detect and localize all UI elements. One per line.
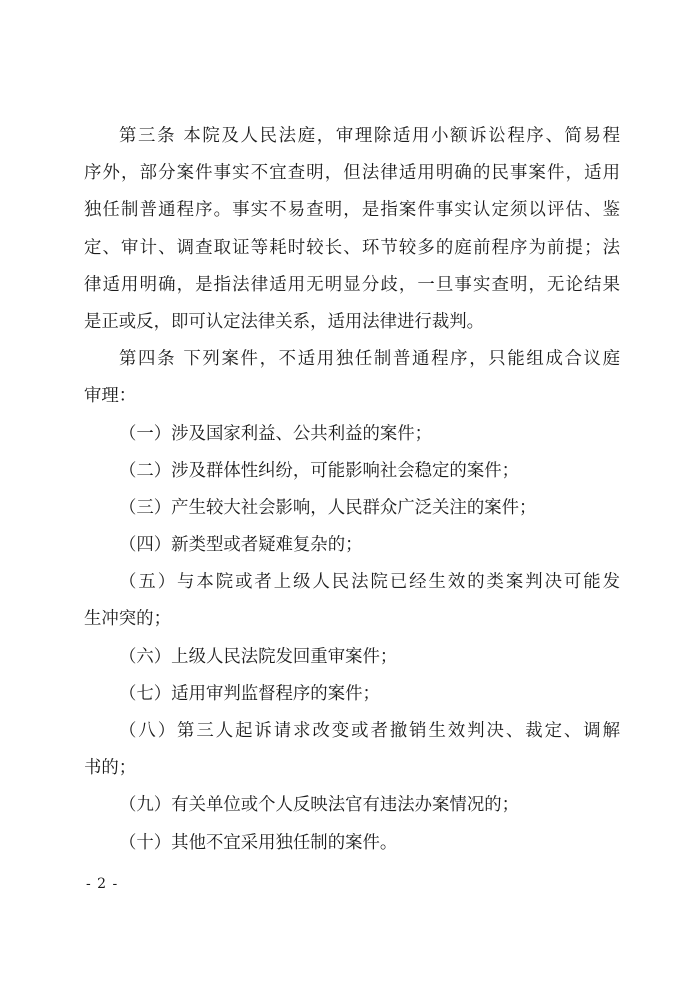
- article-4-item-8-continued: 书的；: [84, 758, 137, 779]
- article-4-item-5-continued: 生冲突的；: [84, 609, 171, 630]
- article-4-item-9: （九）有关单位或个人反映法官有违法办案情况的；: [119, 795, 519, 816]
- article-4-item-3: （三）产生较大社会影响，人民群众广泛关注的案件；: [119, 497, 537, 518]
- article-3-line-2: 序外，部分案件事实不宜查明，但法律适用明确的民事案件，适用: [84, 163, 620, 184]
- article-4-line-2: 审理：: [84, 386, 137, 407]
- article-3-line-6: 是正或反，即可认定法律关系，适用法律进行裁判。: [84, 311, 484, 332]
- article-4-item-4: （四）新类型或者疑难复杂的；: [119, 535, 363, 556]
- article-3-line-4: 定、审计、调查取证等耗时较长、环节较多的庭前程序为前提；法: [84, 237, 620, 258]
- article-4-item-5: （五）与本院或者上级人民法院已经生效的类案判决可能发: [119, 572, 620, 593]
- article-4-item-8: （八）第三人起诉请求改变或者撤销生效判决、裁定、调解: [119, 721, 620, 741]
- page-number: - 2 -: [86, 876, 119, 892]
- document-body: [84, 118, 620, 862]
- article-4-item-7: （七）适用审判监督程序的案件；: [119, 683, 380, 704]
- article-4-item-10: （十）其他不宜采用独任制的案件。: [119, 832, 398, 853]
- article-3-line-5: 律适用明确，是指法律适用无明显分歧，一旦事实查明，无论结果: [84, 274, 620, 295]
- article-4-item-1: （一）涉及国家利益、公共利益的案件；: [119, 423, 433, 444]
- article-4-line-1: 第四条 下列案件，不适用独任制普通程序，只能组成合议庭: [119, 349, 620, 370]
- article-4-item-6: （六）上级人民法院发回重审案件；: [119, 646, 398, 667]
- article-3-line-1: 第三条 本院及人民法庭，审理除适用小额诉讼程序、简易程: [119, 126, 620, 146]
- article-4-item-2: （二）涉及群体性纠纷，可能影响社会稳定的案件；: [119, 460, 519, 481]
- article-3-line-3: 独任制普通程序。事实不易查明，是指案件事实认定须以评估、鉴: [84, 200, 620, 221]
